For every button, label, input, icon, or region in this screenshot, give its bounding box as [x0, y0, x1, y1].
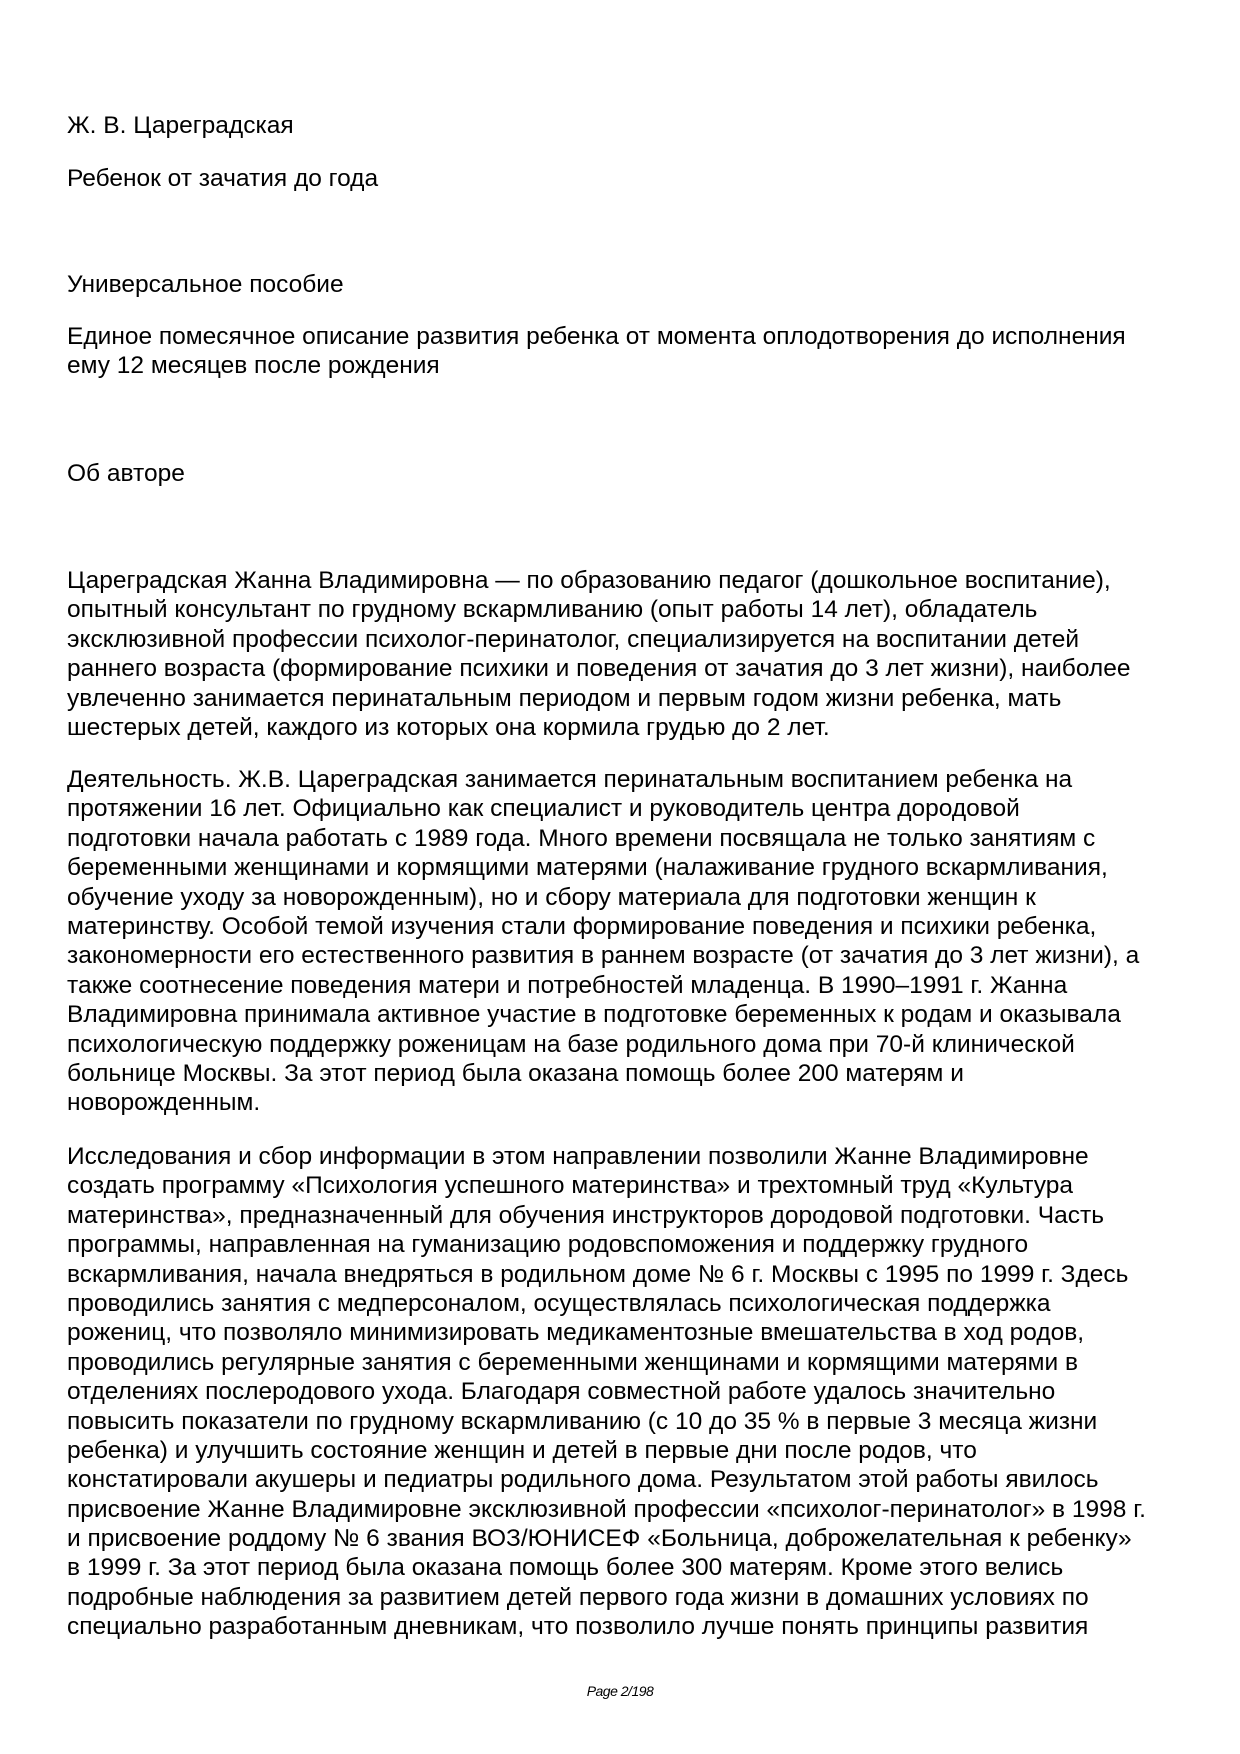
text-line: также соотнесение поведения матери и потребностей младенца. В 1990–1991 г. Жанна [67, 971, 1068, 999]
book-subtitle: Универсальное пособие [67, 271, 344, 298]
text-line: опытный консультант по грудному вскармливанию (опыт работы 14 лет), обладатель [67, 596, 1038, 624]
text-line: рожениц, что позволяло минимизировать медикаментозные вмешательства в ход родов, [67, 1319, 1085, 1347]
text-line: обучение уходу за новорожденным), но и сбору материала для подготовки женщин к [67, 883, 1036, 911]
text-line: Деятельность. Ж.В. Цареградская занимается перинатальным воспитанием ребенка на [67, 766, 1073, 793]
text-line: создать программу «Психология успешного материнства» и трехтомный труд «Культура [67, 1172, 1074, 1200]
text-line: закономерности его естественного развития в раннем возрасте (от зачатия до 3 лет жизни), а [67, 942, 1140, 970]
paragraph-2 [67, 765, 1139, 1118]
text-line: шестерых детей, каждого из которых она кормила грудью до 2 лет. [67, 713, 830, 741]
text-line: беременными женщинами и кормящими матерями (налаживание грудного вскармливания, [67, 854, 1108, 882]
text-line: Цареградская Жанна Владимировна — по образованию педагог (дошкольное воспитание), [67, 567, 1111, 594]
text-line: ему 12 месяцев после рождения [67, 352, 440, 380]
text-line: ребенка) и улучшить состояние женщин и детей в первые дни после родов, что [67, 1436, 977, 1464]
text-line: Владимировна принимала активное участие в подготовке беременных к родам и оказывала [67, 1001, 1121, 1029]
section-heading: Об авторе [67, 460, 185, 487]
text-line: материнства», предназначенный для обучения инструкторов дородовой подготовки. Часть [67, 1201, 1104, 1229]
text-line: проводились регулярные занятия с беременными женщинами и кормящими матерями в [67, 1348, 1078, 1376]
text-line: программы, направленная на гуманизацию родовспоможения и поддержку грудного [67, 1231, 1029, 1259]
text-line: специально разработанным дневникам, что позволило лучше понять принципы развития [67, 1613, 1089, 1641]
text-line: в 1999 г. За этот период была оказана помощь более 300 матерям. Кроме этого велись [67, 1554, 1064, 1582]
text-line: материнству. Особой темой изучения стали формирование поведения и психики ребенка, [67, 912, 1097, 940]
paragraph-3 [67, 1142, 1146, 1642]
paragraph-1 [67, 566, 1130, 742]
text-line: протяжении 16 лет. Официально как специалист и руководитель центра дородовой [67, 795, 1020, 823]
page-number: Page 2/198 [586, 1683, 654, 1699]
text-line: подготовки начала работать с 1989 года. Много времени посвящала не только занятиям с [67, 824, 1096, 852]
text-line: раннего возраста (формирование психики и поведения от зачатия до 3 лет жизни), наиболее [67, 655, 1131, 683]
text-line: Исследования и сбор информации в этом направлении позволили Жанне Владимировне [67, 1143, 1089, 1170]
text-line: эксклюзивной профессии психолог-перинатолог, специализируется на воспитании детей [67, 625, 1080, 653]
text-line: новорожденным. [67, 1089, 261, 1117]
text-line: присвоение Жанне Владимировне эксклюзивной профессии «психолог-перинатолог» в 1998 г. [67, 1495, 1146, 1523]
book-title: Ребенок от зачатия до года [67, 165, 379, 192]
text-line: проводились занятия с медперсоналом, осуществлялась психологическая поддержка [67, 1289, 1051, 1317]
text-line: отделениях послеродового ухода. Благодаря совместной работе удалось значительно [67, 1378, 1056, 1406]
text-line: и присвоение роддому № 6 звания ВОЗ/ЮНИСЕФ «Больница, доброжелательная к ребенку» [67, 1525, 1132, 1553]
text-line: больнице Москвы. За этот период была оказана помощь более 200 матерям и [67, 1059, 964, 1087]
text-line: Единое помесячное описание развития ребенка от момента оплодотворения до исполнения [67, 323, 1126, 350]
text-line: подробные наблюдения за развитием детей первого года жизни в домашних условиях по [67, 1583, 1089, 1611]
text-line: психологическую поддержку роженицам на базе родильного дома при 70-й клинической [67, 1030, 1075, 1058]
text-line: констатировали акушеры и педиатры родильного дома. Результатом этой работы явилось [67, 1466, 1099, 1494]
text-line: вскармливания, начала внедряться в родильном доме № 6 г. Москвы с 1995 по 1999 г. Здесь [67, 1260, 1129, 1288]
book-description [67, 322, 1126, 381]
text-line: увлеченно занимается перинатальным периодом и первым годом жизни ребенка, мать [67, 684, 1062, 712]
text-line: повысить показатели по грудному вскармливанию (с 10 до 35 % в первые 3 месяца жизни [67, 1407, 1098, 1435]
author-name: Ж. В. Цареградская [67, 112, 294, 139]
